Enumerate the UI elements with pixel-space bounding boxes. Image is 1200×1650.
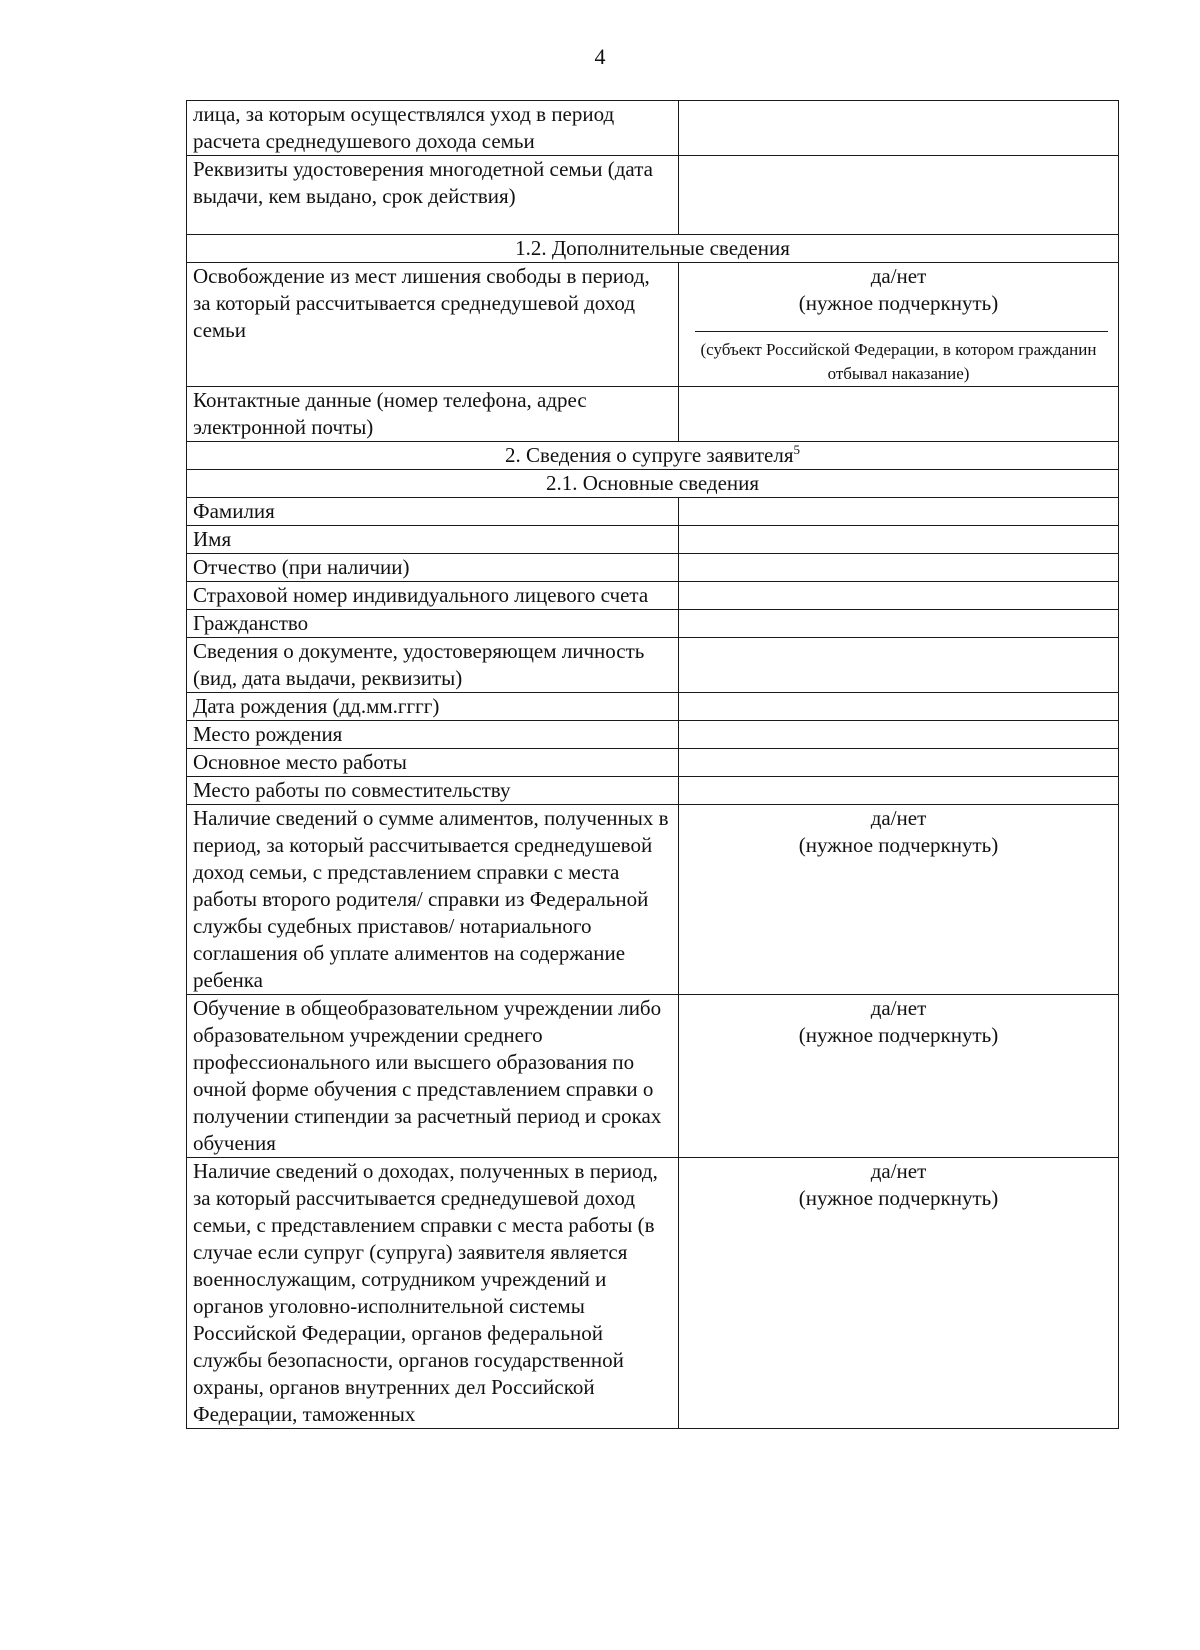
section-title: 1.2. Дополнительные сведения (187, 235, 1119, 263)
row-label: Фамилия (187, 498, 679, 526)
form-row (187, 995, 1119, 1158)
row-label: Освобождение из мест лишения свободы в период, за который рассчитывается среднедушевой доход семьи (187, 263, 679, 387)
row-label: Отчество (при наличии) (187, 554, 679, 582)
form-row (187, 610, 1119, 638)
row-value-field[interactable] (679, 693, 1119, 721)
row-value-field[interactable] (679, 156, 1119, 235)
answer-hint: (нужное подчеркнуть) (798, 1186, 999, 1210)
form-row (187, 554, 1119, 582)
row-value-field[interactable] (679, 554, 1119, 582)
footnote-marker: 5 (793, 442, 800, 457)
form-row (187, 263, 1119, 387)
form-row (187, 693, 1119, 721)
yes-no-options[interactable]: да/нет (870, 806, 927, 830)
answer-hint: (нужное подчеркнуть) (798, 1023, 999, 1047)
form-row (187, 638, 1119, 693)
row-label: Контактные данные (номер телефона, адрес электронной почты) (187, 387, 679, 442)
row-label: Наличие сведений о сумме алиментов, полученных в период, за который рассчитывается среднедушевой доход семьи, с представлением справки с места работы второго родителя/ справки из Федеральной службы судебных приставов/ нотариального соглашения об уплате алиментов на содержание ребенка (187, 805, 679, 995)
form-row (187, 498, 1119, 526)
row-value-field[interactable] (679, 638, 1119, 693)
row-label: Сведения о документе, удостоверяющем личность (вид, дата выдачи, реквизиты) (187, 638, 679, 693)
row-label: Обучение в общеобразовательном учреждении либо образовательном учреждении среднего профессионального или высшего образования по очной форме обучения с представлением справки о получении стипендии за расчетный период и сроках обучения (187, 995, 679, 1158)
section-title (187, 442, 1119, 470)
form-row (187, 101, 1119, 156)
row-value-field[interactable] (679, 749, 1119, 777)
row-label: Реквизиты удостоверения многодетной семьи (дата выдачи, кем выдано, срок действия) (187, 156, 679, 235)
form-row (187, 777, 1119, 805)
region-fill-line[interactable] (695, 331, 1108, 332)
row-value-field[interactable] (679, 101, 1119, 156)
section-title-text: 2. Сведения о супруге заявителя (505, 443, 794, 467)
row-label: Страховой номер индивидуального лицевого счета (187, 582, 679, 610)
yes-no-options[interactable]: да/нет (870, 996, 927, 1020)
section-header-row (187, 470, 1119, 498)
row-value-field[interactable] (679, 582, 1119, 610)
form-row (187, 805, 1119, 995)
region-caption: (субъект Российской Федерации, в котором гражданин отбывал наказание) (700, 340, 1097, 383)
row-value-field[interactable] (679, 526, 1119, 554)
row-value-field[interactable] (679, 498, 1119, 526)
yes-no-answer-cell[interactable] (679, 1158, 1119, 1429)
row-label: Наличие сведений о доходах, полученных в период, за который рассчитывается среднедушевой доход семьи, с представлением справки с места работы (в случае если супруг (супруга) заявителя является военнослужащим, сотрудником учреждений и органов уголовно-исполнительной системы Российской Федерации, органов федеральной службы безопасности, органов государственной охраны, органов внутренних дел Российской Федерации, таможенных (187, 1158, 679, 1429)
yes-no-answer-cell[interactable] (679, 805, 1119, 995)
row-label: Место работы по совместительству (187, 777, 679, 805)
row-label: Основное место работы (187, 749, 679, 777)
subsection-title: 2.1. Основные сведения (187, 470, 1119, 498)
form-row (187, 749, 1119, 777)
answer-hint: (нужное подчеркнуть) (798, 833, 999, 857)
yes-no-answer-cell[interactable] (679, 995, 1119, 1158)
form-row (187, 582, 1119, 610)
row-label: Гражданство (187, 610, 679, 638)
row-value-field[interactable] (679, 610, 1119, 638)
form-row (187, 1158, 1119, 1429)
yes-no-options[interactable]: да/нет (870, 264, 927, 288)
application-form-table (186, 100, 1119, 1429)
row-label: лица, за которым осуществлялся уход в период расчета среднедушевого дохода семьи (187, 101, 679, 156)
row-label: Имя (187, 526, 679, 554)
yes-no-answer-cell[interactable] (679, 263, 1119, 387)
form-row (187, 387, 1119, 442)
row-label: Место рождения (187, 721, 679, 749)
row-label: Дата рождения (дд.мм.гггг) (187, 693, 679, 721)
answer-hint: (нужное подчеркнуть) (798, 291, 999, 315)
row-value-field[interactable] (679, 721, 1119, 749)
section-header-row (187, 442, 1119, 470)
form-row (187, 721, 1119, 749)
form-row (187, 156, 1119, 235)
page-number: 4 (594, 44, 606, 69)
form-row (187, 526, 1119, 554)
row-value-field[interactable] (679, 777, 1119, 805)
section-header-row (187, 235, 1119, 263)
yes-no-options[interactable]: да/нет (870, 1159, 927, 1183)
row-value-field[interactable] (679, 387, 1119, 442)
